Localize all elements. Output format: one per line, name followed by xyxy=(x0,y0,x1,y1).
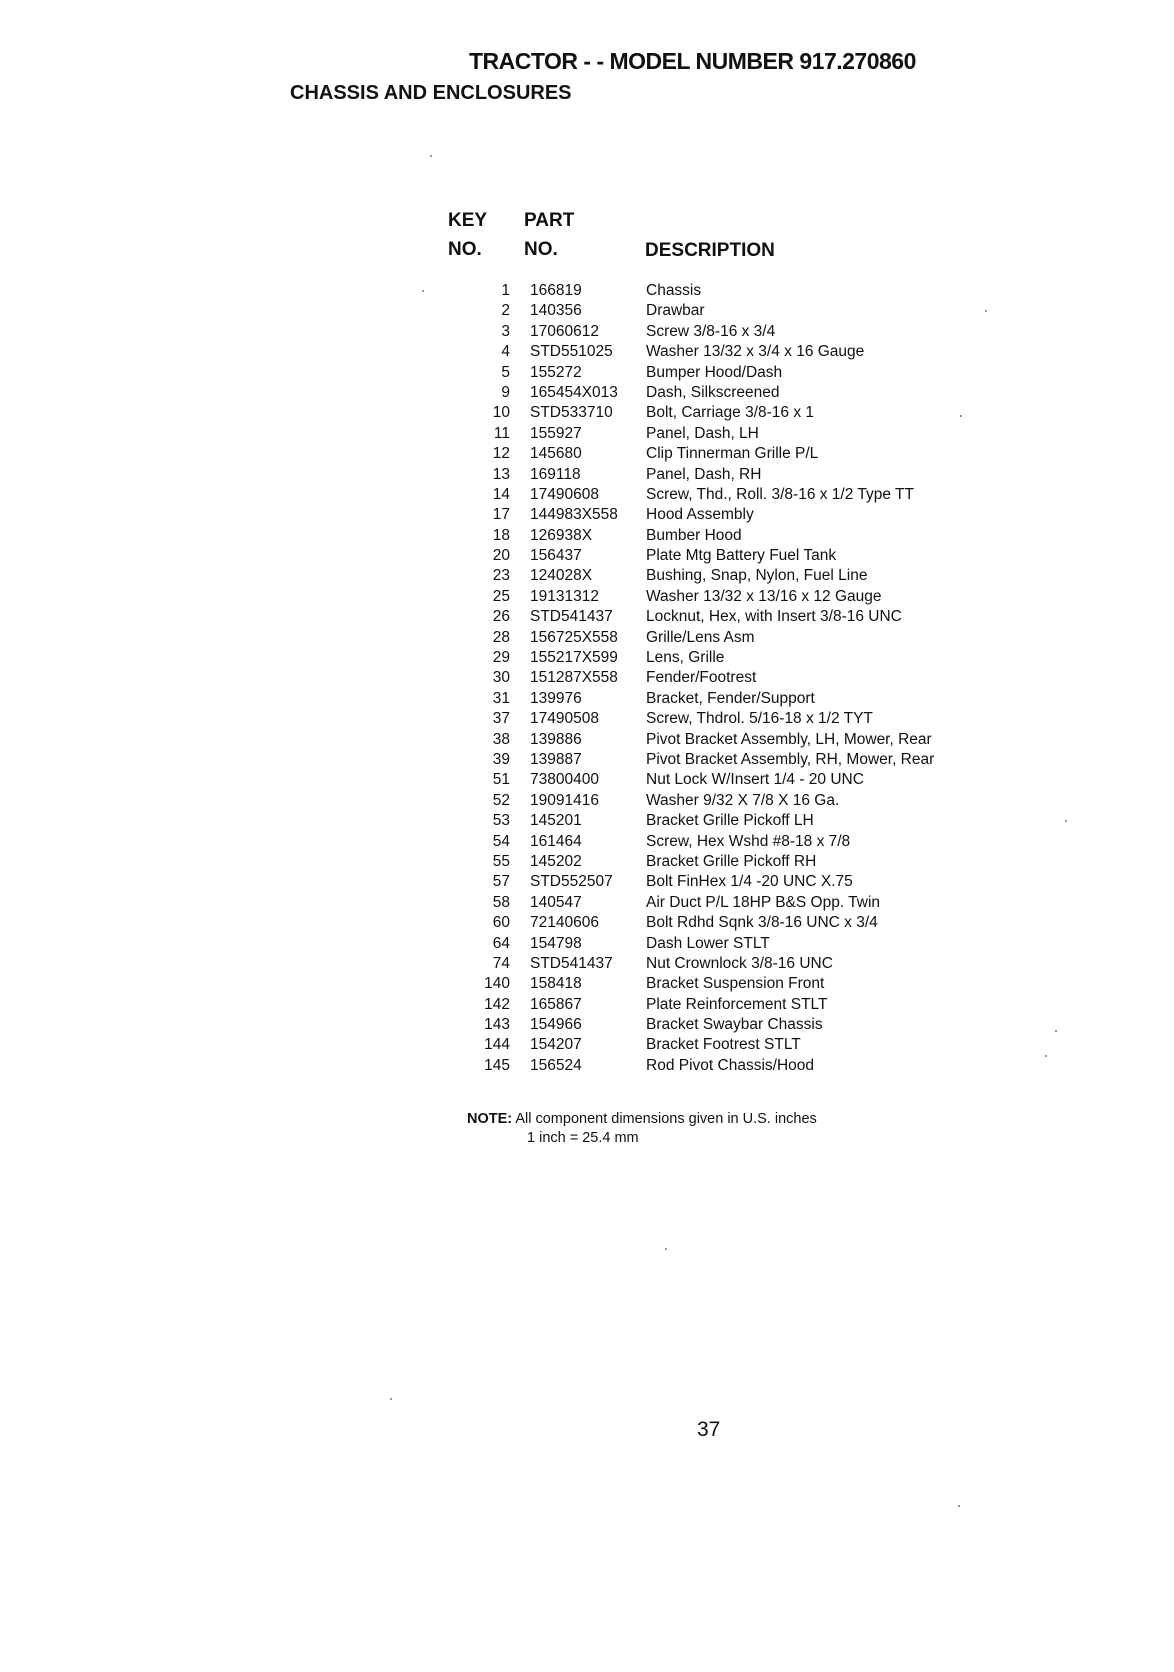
description: Plate Mtg Battery Fuel Tank xyxy=(646,547,837,565)
part-no: 155217X599 xyxy=(530,649,618,667)
part-no: STD533710 xyxy=(530,404,613,422)
part-no: 124028X xyxy=(530,567,593,585)
section-title: CHASSIS AND ENCLOSURES xyxy=(290,82,572,104)
part-no: 140356 xyxy=(530,302,582,320)
parts-row xyxy=(440,934,980,954)
part-no: 154798 xyxy=(530,934,582,952)
parts-row xyxy=(440,648,980,668)
scan-speck xyxy=(1055,1030,1057,1032)
description: Screw, Hex Wshd #8-18 x 7/8 xyxy=(646,832,851,850)
parts-row xyxy=(440,1015,980,1035)
key-no: 4 xyxy=(501,343,510,361)
parts-row xyxy=(440,424,980,444)
description: Clip Tinnerman Grille P/L xyxy=(646,445,819,463)
scan-speck xyxy=(958,1505,960,1507)
part-no: 165454X013 xyxy=(530,383,618,401)
parts-row xyxy=(440,730,980,750)
note xyxy=(467,1110,817,1146)
key-no: 74 xyxy=(492,954,510,972)
parts-row xyxy=(440,587,980,607)
description: Bushing, Snap, Nylon, Fuel Line xyxy=(646,567,868,585)
part-no: 156437 xyxy=(530,547,582,565)
part-no: 17490608 xyxy=(530,485,599,503)
key-no: 17 xyxy=(492,506,510,524)
part-no: 145201 xyxy=(530,812,582,830)
parts-row xyxy=(440,342,980,362)
description: Washer 13/32 x 3/4 x 16 Gauge xyxy=(646,343,865,361)
parts-row xyxy=(440,526,980,546)
scan-speck xyxy=(665,1248,667,1250)
key-no: 23 xyxy=(492,567,510,585)
part-no: 17490508 xyxy=(530,710,599,728)
key-no: 12 xyxy=(492,445,510,463)
key-no: 145 xyxy=(484,1056,510,1074)
key-no: 20 xyxy=(492,547,510,565)
note-text-line1: All component dimensions given in U.S. inches xyxy=(515,1111,817,1127)
description: Lens, Grille xyxy=(646,649,725,667)
description: Pivot Bracket Assembly, RH, Mower, Rear xyxy=(646,750,935,768)
part-no: 145680 xyxy=(530,445,582,463)
scan-speck xyxy=(390,1398,392,1400)
key-no: 31 xyxy=(492,689,510,707)
part-no: 161464 xyxy=(530,832,582,850)
key-no: 3 xyxy=(501,322,510,340)
key-no: 2 xyxy=(501,302,510,320)
part-no: 72140606 xyxy=(530,914,599,932)
parts-row xyxy=(440,872,980,892)
description: Screw, Thd., Roll. 3/8-16 x 1/2 Type TT xyxy=(646,485,914,503)
part-no: 144983X558 xyxy=(530,506,618,524)
description: Bracket Grille Pickoff LH xyxy=(646,812,814,830)
description: Washer 9/32 X 7/8 X 16 Ga. xyxy=(646,791,840,809)
description: Bolt Rdhd Sqnk 3/8-16 UNC x 3/4 xyxy=(646,914,878,932)
key-no: 9 xyxy=(501,383,510,401)
part-no: 166819 xyxy=(530,282,582,299)
description: Bolt, Carriage 3/8-16 x 1 xyxy=(646,404,815,422)
part-no: 165867 xyxy=(530,995,582,1013)
description: Fender/Footrest xyxy=(646,669,757,687)
parts-row xyxy=(440,301,980,321)
description: Bracket Suspension Front xyxy=(646,975,825,993)
description: Pivot Bracket Assembly, LH, Mower, Rear xyxy=(646,730,932,748)
key-no: 54 xyxy=(492,832,510,850)
key-no: 53 xyxy=(492,812,510,830)
scan-speck xyxy=(422,290,424,292)
description: Chassis xyxy=(646,282,702,299)
part-no: 169118 xyxy=(530,465,581,483)
description: Panel, Dash, RH xyxy=(646,465,762,483)
key-no: 18 xyxy=(492,526,510,544)
part-no: 139887 xyxy=(530,750,582,768)
part-no: 154207 xyxy=(530,1036,582,1054)
part-no: 155272 xyxy=(530,363,582,381)
parts-row xyxy=(440,485,980,505)
key-no: 140 xyxy=(484,975,510,993)
part-no: 156725X558 xyxy=(530,628,618,646)
parts-row xyxy=(440,444,980,464)
parts-row xyxy=(440,628,980,648)
part-no: 145202 xyxy=(530,852,582,870)
key-no: 64 xyxy=(492,934,510,952)
description: Bracket Grille Pickoff RH xyxy=(646,852,817,870)
page-number: 37 xyxy=(697,1418,721,1441)
description: Nut Crownlock 3/8-16 UNC xyxy=(646,954,833,972)
key-no: 39 xyxy=(492,750,510,768)
description: Drawbar xyxy=(646,302,705,320)
part-no: STD551025 xyxy=(530,343,613,361)
key-no: 142 xyxy=(484,995,510,1013)
parts-row xyxy=(440,383,980,403)
parts-row xyxy=(440,709,980,729)
description: Dash, Silkscreened xyxy=(646,383,780,401)
part-no: 73800400 xyxy=(530,771,599,789)
header-part-line1: PART xyxy=(524,210,575,231)
description: Rod Pivot Chassis/Hood xyxy=(646,1056,814,1074)
part-no: 126938X xyxy=(530,526,593,544)
parts-row xyxy=(440,852,980,872)
header-part-line2: NO. xyxy=(524,239,558,260)
part-no: 158418 xyxy=(530,975,582,993)
parts-row xyxy=(440,913,980,933)
parts-row xyxy=(440,770,980,790)
description: Bracket, Fender/Support xyxy=(646,689,815,707)
part-no: STD541437 xyxy=(530,608,613,626)
description: Nut Lock W/Insert 1/4 - 20 UNC xyxy=(646,771,864,789)
description: Hood Assembly xyxy=(646,506,754,524)
scan-speck xyxy=(960,415,962,417)
key-no: 14 xyxy=(492,485,510,503)
key-no: 28 xyxy=(492,628,510,646)
key-no: 38 xyxy=(492,730,510,748)
description: Bracket Footrest STLT xyxy=(646,1036,801,1054)
part-no: 19091416 xyxy=(530,791,599,809)
parts-row xyxy=(440,954,980,974)
parts-row xyxy=(440,995,980,1015)
scan-speck xyxy=(430,155,432,157)
part-no: 17060612 xyxy=(530,322,599,340)
parts-row xyxy=(440,668,980,688)
description: Bracket Swaybar Chassis xyxy=(646,1016,823,1034)
key-no: 55 xyxy=(492,852,510,870)
key-no: 57 xyxy=(492,873,510,891)
key-no: 52 xyxy=(492,791,510,809)
header-key-line1: KEY xyxy=(448,210,488,231)
part-no: 140547 xyxy=(530,893,582,911)
key-no: 37 xyxy=(492,710,510,728)
parts-row xyxy=(440,566,980,586)
key-no: 30 xyxy=(492,669,510,687)
parts-row xyxy=(440,363,980,383)
parts-row xyxy=(440,1056,980,1076)
parts-row xyxy=(440,607,980,627)
part-no: STD541437 xyxy=(530,954,613,972)
parts-row xyxy=(440,893,980,913)
part-no: 154966 xyxy=(530,1016,582,1034)
parts-row xyxy=(440,811,980,831)
description: Bumber Hood xyxy=(646,526,742,544)
parts-row xyxy=(440,1035,980,1055)
description: Screw 3/8-16 x 3/4 xyxy=(646,322,776,340)
description: Dash Lower STLT xyxy=(646,934,770,952)
description: Screw, Thdrol. 5/16-18 x 1/2 TYT xyxy=(646,710,873,728)
description: Plate Reinforcement STLT xyxy=(646,995,828,1013)
part-no: 155927 xyxy=(530,424,582,442)
note-text-line2: 1 inch = 25.4 mm xyxy=(527,1130,639,1146)
header-description: DESCRIPTION xyxy=(645,240,775,261)
description: Bolt FinHex 1/4 -20 UNC X.75 xyxy=(646,873,853,891)
key-no: 25 xyxy=(492,587,510,605)
key-no: 26 xyxy=(492,608,510,626)
parts-row xyxy=(440,281,980,301)
parts-row xyxy=(440,546,980,566)
parts-list xyxy=(440,281,980,1076)
parts-row xyxy=(440,465,980,485)
scan-speck xyxy=(985,310,987,312)
key-no: 1 xyxy=(501,282,510,299)
description: Washer 13/32 x 13/16 x 12 Gauge xyxy=(646,587,882,605)
key-no: 11 xyxy=(493,424,510,442)
parts-row xyxy=(440,832,980,852)
parts-row xyxy=(440,403,980,423)
part-no: 156524 xyxy=(530,1056,582,1074)
key-no: 58 xyxy=(492,893,510,911)
key-no: 144 xyxy=(484,1036,510,1054)
key-no: 5 xyxy=(501,363,510,381)
description: Air Duct P/L 18HP B&S Opp. Twin xyxy=(646,893,881,911)
part-no: 151287X558 xyxy=(530,669,618,687)
parts-row xyxy=(440,974,980,994)
key-no: 29 xyxy=(492,649,510,667)
key-no: 13 xyxy=(492,465,510,483)
parts-row xyxy=(440,791,980,811)
key-no: 51 xyxy=(492,771,510,789)
key-no: 10 xyxy=(492,404,510,422)
parts-row xyxy=(440,322,980,342)
part-no: 139886 xyxy=(530,730,582,748)
parts-row xyxy=(440,750,980,770)
description: Panel, Dash, LH xyxy=(646,424,759,442)
part-no: 19131312 xyxy=(530,587,599,605)
parts-row xyxy=(440,505,980,525)
parts-row xyxy=(440,689,980,709)
page-title: TRACTOR - - MODEL NUMBER 917.270860 xyxy=(469,48,916,74)
description: Bumper Hood/Dash xyxy=(646,363,783,381)
scan-speck xyxy=(1065,820,1067,822)
part-no: 139976 xyxy=(530,689,582,707)
description: Locknut, Hex, with Insert 3/8-16 UNC xyxy=(646,608,902,626)
note-label: NOTE: xyxy=(467,1111,513,1127)
scan-speck xyxy=(1045,1055,1047,1057)
key-no: 60 xyxy=(492,914,510,932)
description: Grille/Lens Asm xyxy=(646,628,755,646)
header-key-line2: NO. xyxy=(448,239,482,260)
key-no: 143 xyxy=(484,1016,510,1034)
part-no: STD552507 xyxy=(530,873,613,891)
